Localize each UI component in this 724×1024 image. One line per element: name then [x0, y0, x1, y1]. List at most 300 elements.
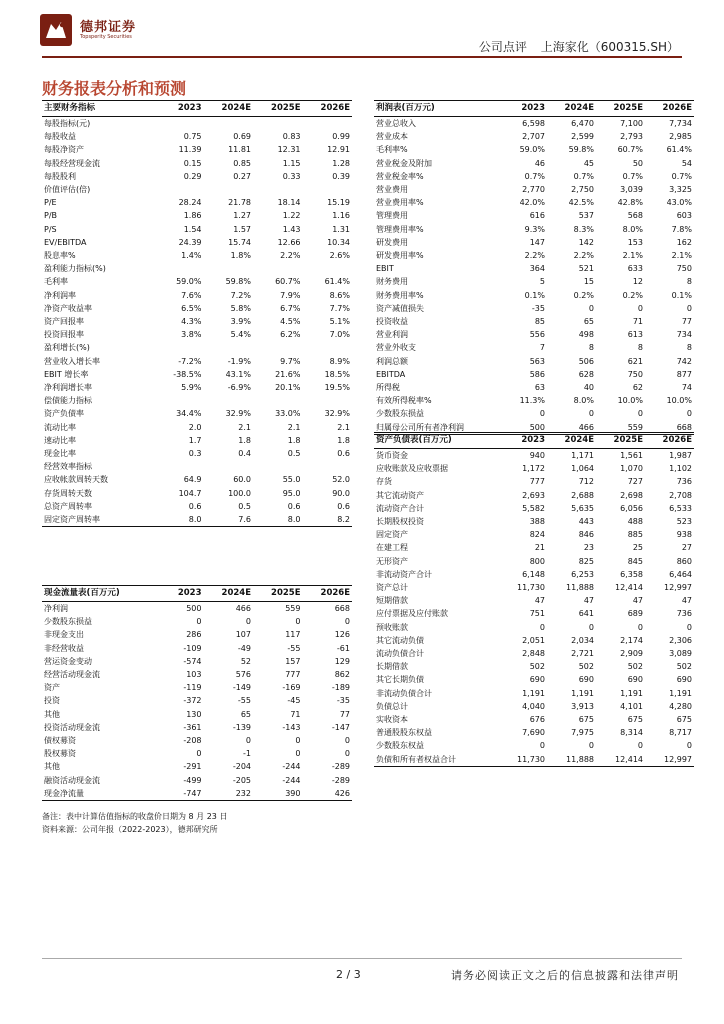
- row-value: 25: [632, 543, 643, 553]
- row-value: 52.0: [332, 475, 350, 485]
- row-value: 751: [529, 609, 545, 619]
- row-value: 862: [334, 670, 350, 680]
- row-value: 0.33: [282, 171, 301, 181]
- row-value: -574: [183, 656, 202, 666]
- table-row: [42, 774, 352, 787]
- row-value: 5.4%: [230, 330, 251, 340]
- row-value: 7,100: [620, 119, 643, 128]
- row-value: [154, 394, 204, 407]
- table-row: [42, 368, 352, 381]
- table-row: [42, 117, 352, 131]
- row-value: 568: [627, 211, 643, 221]
- row-label: 利润总额: [376, 356, 408, 366]
- table-row: [42, 787, 352, 801]
- row-value: 641: [578, 609, 594, 619]
- row-label: 固定资产: [376, 530, 408, 540]
- row-value: 675: [627, 715, 643, 725]
- row-value: 1.8: [337, 435, 350, 445]
- row-value: -38.5%: [173, 369, 202, 379]
- row-value: 8.0: [253, 513, 303, 527]
- row-value: 727: [627, 477, 643, 487]
- table-row: [374, 302, 694, 315]
- year-header: 2025E: [596, 433, 645, 449]
- row-value: -149: [232, 683, 251, 693]
- row-value: 0.85: [233, 158, 251, 168]
- row-value: 59.8%: [568, 145, 594, 155]
- row-value: [204, 394, 254, 407]
- row-value: 0.6: [337, 501, 350, 511]
- row-value: 59.8%: [225, 277, 251, 287]
- table-row: [374, 381, 694, 394]
- note-source: 资料来源：公司年报（2022-2023），德邦研究所: [42, 825, 218, 834]
- table-row: [374, 726, 694, 739]
- row-label: 应收账款及应收票据: [376, 464, 448, 474]
- table-row: [42, 602, 352, 616]
- row-value: 0: [539, 622, 545, 632]
- table-row: [42, 500, 352, 513]
- row-label: 营业利润: [376, 330, 408, 340]
- table-row: [42, 421, 352, 434]
- row-value: 5.8%: [230, 303, 251, 313]
- row-value: 0: [588, 622, 594, 632]
- row-value: 0: [588, 741, 594, 751]
- row-value: 8.6%: [329, 290, 350, 300]
- row-label: 应收帐款周转天数: [44, 475, 108, 485]
- row-value: 8: [637, 343, 643, 353]
- row-value: 502: [627, 662, 643, 672]
- row-value: 0: [686, 741, 692, 751]
- row-value: 1.15: [282, 158, 301, 168]
- row-value: 3,089: [669, 649, 692, 659]
- row-value: 1,191: [522, 688, 545, 698]
- row-label: 营业总收入: [376, 119, 416, 128]
- table-header-row: [42, 586, 352, 602]
- row-value: 7,734: [669, 119, 692, 128]
- row-value: 232: [204, 787, 254, 801]
- table-row: [374, 236, 694, 249]
- balance-sheet-table: [374, 432, 694, 767]
- row-value: [303, 394, 353, 407]
- table-row: [42, 734, 352, 747]
- row-value: [253, 394, 303, 407]
- row-value: 877: [676, 369, 692, 379]
- row-label: 每股净资产: [44, 145, 84, 155]
- table-row: [374, 183, 694, 196]
- table-row: [42, 615, 352, 628]
- row-label: 少数股东权益: [376, 741, 424, 751]
- row-value: 0.15: [183, 158, 202, 168]
- row-value: 506: [578, 356, 594, 366]
- row-value: 11,888: [547, 753, 596, 767]
- table-row: [42, 302, 352, 315]
- header-divider: [42, 56, 682, 58]
- row-value: [253, 262, 303, 275]
- row-value: 0.7%: [573, 171, 594, 181]
- row-value: 3,325: [669, 185, 692, 195]
- row-value: 6.2%: [280, 330, 301, 340]
- row-value: 559: [596, 421, 645, 435]
- row-value: 142: [578, 237, 594, 247]
- table-row: [42, 289, 352, 302]
- year-header: 2025E: [596, 101, 645, 117]
- row-value: 64.9: [183, 475, 202, 485]
- row-value: 1,191: [571, 688, 594, 698]
- row-value: 2,848: [522, 649, 545, 659]
- row-value: 9.3%: [524, 224, 545, 234]
- row-value: [303, 341, 353, 354]
- row-label: 存货: [376, 477, 392, 487]
- row-value: 8.3%: [573, 224, 594, 234]
- row-value: 2,599: [571, 132, 594, 142]
- row-value: 2,051: [522, 635, 545, 645]
- row-value: 42.0%: [519, 198, 545, 208]
- row-label: 负债和所有者权益合计: [374, 753, 498, 767]
- row-label: P/B: [44, 211, 58, 221]
- row-value: 95.0: [282, 488, 301, 498]
- row-value: 633: [627, 264, 643, 274]
- row-label: 预收账款: [376, 622, 408, 632]
- row-value: 563: [529, 356, 545, 366]
- row-label: 长期借款: [376, 662, 408, 672]
- row-value: [253, 460, 303, 473]
- row-value: 11.81: [228, 145, 251, 155]
- row-value: 675: [676, 715, 692, 725]
- row-value: 11.39: [178, 145, 202, 155]
- row-value: 8,717: [669, 728, 692, 738]
- table-row: [42, 183, 352, 196]
- row-label: 少数股东损益: [376, 409, 424, 419]
- row-value: 0.39: [332, 171, 350, 181]
- row-value: 390: [253, 787, 303, 801]
- row-value: 521: [578, 264, 594, 274]
- row-value: 940: [529, 451, 545, 460]
- row-value: 488: [627, 517, 643, 527]
- row-value: 21: [534, 543, 545, 553]
- row-value: 628: [578, 369, 594, 379]
- row-value: 1,561: [620, 451, 643, 460]
- row-value: 426: [303, 787, 353, 801]
- row-value: 0: [686, 622, 692, 632]
- row-value: 12,414: [615, 583, 643, 593]
- table-row: [374, 209, 694, 222]
- row-value: 800: [529, 556, 545, 566]
- row-label: 融资活动现金流: [44, 775, 100, 785]
- row-value: 71: [290, 709, 301, 719]
- row-value: 4,280: [669, 701, 692, 711]
- row-value: 7.8%: [671, 224, 692, 234]
- table-row: [42, 694, 352, 707]
- row-label: EV/EBITDA: [44, 237, 87, 247]
- row-value: 1.86: [183, 211, 202, 221]
- row-value: 7.6%: [181, 290, 202, 300]
- row-value: 6,464: [669, 569, 692, 579]
- row-value: 24.39: [178, 237, 202, 247]
- row-value: -169: [282, 683, 301, 693]
- table-row: [374, 275, 694, 288]
- row-label: 普通股股东权益: [376, 728, 432, 738]
- table-row: [374, 687, 694, 700]
- row-value: 0.29: [183, 171, 202, 181]
- row-value: 47: [534, 596, 545, 606]
- row-value: -7.2%: [178, 356, 202, 366]
- row-value: 2.0: [188, 422, 202, 432]
- table-row: [374, 528, 694, 541]
- row-value: 47: [632, 596, 643, 606]
- row-label: 股息率%: [44, 251, 76, 261]
- row-value: 12.31: [277, 145, 301, 155]
- row-value: 0.5: [238, 501, 251, 511]
- row-value: 1,064: [571, 464, 594, 474]
- row-value: 0.6: [287, 501, 301, 511]
- row-value: 1,987: [669, 451, 692, 460]
- row-value: 8: [686, 343, 692, 353]
- table-row: [374, 621, 694, 634]
- row-value: 77: [339, 709, 350, 719]
- year-header: 2026E: [645, 433, 694, 449]
- row-value: 15.74: [228, 237, 251, 247]
- row-value: 736: [676, 477, 692, 487]
- row-label: 净资产收益率: [44, 303, 92, 313]
- row-value: 61.4%: [666, 145, 692, 155]
- row-value: 23: [583, 543, 594, 553]
- row-value: [253, 117, 303, 131]
- row-value: 8: [686, 277, 692, 287]
- row-value: -109: [183, 643, 202, 653]
- row-value: 690: [627, 675, 643, 685]
- row-label: 净利润: [44, 604, 68, 613]
- row-value: -35: [336, 696, 350, 706]
- row-value: -204: [232, 762, 251, 772]
- row-value: 2,750: [571, 185, 594, 195]
- table-row: [42, 681, 352, 694]
- row-value: 586: [529, 369, 545, 379]
- row-value: 2.1: [287, 422, 301, 432]
- table-row: [42, 170, 352, 183]
- row-value: 2.2%: [573, 251, 594, 261]
- row-value: 1.27: [233, 211, 251, 221]
- row-value: 147: [529, 237, 545, 247]
- row-value: 603: [676, 211, 692, 221]
- row-label: 其它流动资产: [376, 490, 424, 500]
- row-label: 净利润增长率: [44, 383, 92, 393]
- row-value: 2,707: [522, 132, 545, 142]
- row-value: 675: [578, 715, 594, 725]
- row-value: 0: [245, 736, 251, 746]
- row-value: 2,306: [669, 635, 692, 645]
- table-row: [374, 515, 694, 528]
- row-label: 资产回报率: [44, 317, 84, 327]
- row-value: 1,191: [620, 688, 643, 698]
- row-value: 443: [578, 517, 594, 527]
- row-label: 管理费用率%: [376, 224, 424, 234]
- brand-logo: [40, 14, 180, 48]
- row-value: 5: [539, 277, 545, 287]
- row-value: 0: [637, 741, 643, 751]
- table-row: [42, 447, 352, 460]
- table-row: [374, 341, 694, 354]
- row-value: 55.0: [282, 475, 301, 485]
- row-value: -499: [183, 775, 202, 785]
- row-label: 经营效率指标: [44, 462, 92, 472]
- table-row: [42, 760, 352, 773]
- row-value: -139: [232, 722, 251, 732]
- row-label: 价值评估(倍): [44, 185, 91, 195]
- row-label: 无形资产: [376, 556, 408, 566]
- row-value: 690: [676, 675, 692, 685]
- row-value: -55: [237, 696, 251, 706]
- row-value: 0: [295, 736, 301, 746]
- year-header: 2026E: [303, 586, 353, 602]
- row-label: 流动比率: [44, 422, 76, 432]
- row-value: 19.5%: [324, 383, 350, 393]
- row-label: 净利润率: [44, 290, 76, 300]
- row-value: 0: [539, 409, 545, 419]
- row-value: 1.31: [332, 224, 350, 234]
- table-title: 资产负债表(百万元): [374, 433, 498, 449]
- row-value: 0: [295, 749, 301, 759]
- row-value: 12: [632, 277, 643, 287]
- row-value: [204, 262, 254, 275]
- row-value: 2,770: [522, 185, 545, 195]
- row-value: 12,997: [664, 583, 692, 593]
- row-value: 0: [539, 741, 545, 751]
- row-value: [204, 183, 254, 196]
- row-value: 11,888: [566, 583, 594, 593]
- row-value: 10.34: [327, 237, 350, 247]
- row-value: 576: [235, 670, 251, 680]
- row-value: 117: [285, 630, 301, 640]
- row-label: 实收资本: [376, 715, 408, 725]
- row-value: 10.0%: [666, 396, 692, 406]
- table-row: [42, 628, 352, 641]
- row-value: 162: [676, 237, 692, 247]
- row-label: 其他: [44, 762, 60, 772]
- table-header-row: [42, 101, 352, 117]
- row-value: 157: [285, 656, 301, 666]
- row-value: 0: [344, 617, 350, 627]
- row-label: 归属母公司所有者净利润: [374, 421, 498, 435]
- table-row: [42, 460, 352, 473]
- table-header-row: [374, 101, 694, 117]
- row-label: 货币资金: [376, 451, 408, 460]
- table-row: [374, 407, 694, 420]
- table-row: [374, 249, 694, 262]
- row-value: 50: [632, 158, 643, 168]
- row-label: 管理费用: [376, 211, 408, 221]
- row-label: 非经营收益: [44, 643, 84, 653]
- row-value: -35: [531, 303, 545, 313]
- row-value: 5,582: [522, 503, 545, 513]
- table-title: 主要财务指标: [42, 101, 154, 117]
- table-row: [42, 130, 352, 143]
- row-value: -361: [183, 722, 202, 732]
- row-label: 所得税: [376, 383, 400, 393]
- row-value: 65: [240, 709, 251, 719]
- row-value: 0: [686, 409, 692, 419]
- row-value: 28.24: [178, 198, 202, 208]
- row-value: 8.0%: [622, 224, 643, 234]
- row-value: 500: [186, 604, 202, 613]
- row-label: 投资收益: [376, 317, 408, 327]
- row-value: 559: [285, 604, 301, 613]
- year-header: 2024E: [547, 433, 596, 449]
- row-value: 2,688: [571, 490, 594, 500]
- row-label: 流动资产合计: [376, 503, 424, 513]
- row-value: 10.0%: [617, 396, 643, 406]
- row-value: 0: [686, 303, 692, 313]
- row-value: 846: [578, 530, 594, 540]
- row-value: 32.9%: [225, 409, 251, 419]
- row-value: 43.0%: [666, 198, 692, 208]
- row-value: 0.2%: [622, 290, 643, 300]
- table-row: [374, 475, 694, 488]
- report-type: 公司点评: [478, 40, 527, 54]
- row-value: 502: [529, 662, 545, 672]
- row-value: -747: [154, 787, 204, 801]
- row-value: 34.4%: [176, 409, 202, 419]
- row-value: 1.8%: [230, 251, 251, 261]
- row-value: 742: [676, 356, 692, 366]
- row-label: 盈利能力指标(%): [44, 264, 106, 274]
- row-label: 营业成本: [376, 132, 408, 142]
- footer-divider: [42, 958, 682, 959]
- row-value: 0: [637, 622, 643, 632]
- row-label: 流动负债合计: [376, 649, 424, 659]
- row-value: 6.7%: [280, 303, 301, 313]
- row-value: 845: [627, 556, 643, 566]
- row-label: 财务费用: [376, 277, 408, 287]
- row-value: 12,414: [596, 753, 645, 767]
- row-value: 777: [529, 477, 545, 487]
- row-value: 7.0%: [329, 330, 350, 340]
- table-row: [374, 328, 694, 341]
- row-value: 27: [681, 543, 692, 553]
- row-value: 7,975: [571, 728, 594, 738]
- brand-name-en: Topsperity Securities: [80, 34, 132, 40]
- table-row: [374, 581, 694, 594]
- row-label: 在建工程: [376, 543, 408, 553]
- row-value: 6,598: [522, 119, 545, 128]
- table-row: [42, 473, 352, 486]
- row-value: 62: [632, 383, 643, 393]
- table-row: [374, 462, 694, 475]
- row-value: 1,171: [571, 451, 594, 460]
- row-value: 668: [334, 604, 350, 613]
- row-label: 债权募资: [44, 736, 76, 746]
- table-row: [374, 700, 694, 713]
- row-value: 0: [344, 749, 350, 759]
- row-value: 860: [676, 556, 692, 566]
- row-label: EBITDA: [376, 369, 406, 379]
- row-label: 每股指标(元): [44, 119, 91, 128]
- row-value: 5.1%: [329, 317, 350, 327]
- row-value: [204, 341, 254, 354]
- row-label: 存货周转天数: [44, 488, 92, 498]
- table-row: [42, 747, 352, 760]
- row-label: 少数股东损益: [44, 617, 92, 627]
- row-value: -205: [232, 775, 251, 785]
- table-row: [374, 555, 694, 568]
- row-label: EBIT 增长率: [44, 369, 89, 379]
- year-header: 2024E: [547, 101, 596, 117]
- footer-disclaimer: 请务必阅读正文之后的信息披露和法律声明: [451, 969, 679, 982]
- row-value: 6,358: [620, 569, 643, 579]
- row-value: 85: [534, 317, 545, 327]
- year-header: 2023: [154, 101, 204, 117]
- row-label: 营运资金变动: [44, 656, 92, 666]
- row-value: 6.5%: [181, 303, 202, 313]
- table-row: [42, 642, 352, 655]
